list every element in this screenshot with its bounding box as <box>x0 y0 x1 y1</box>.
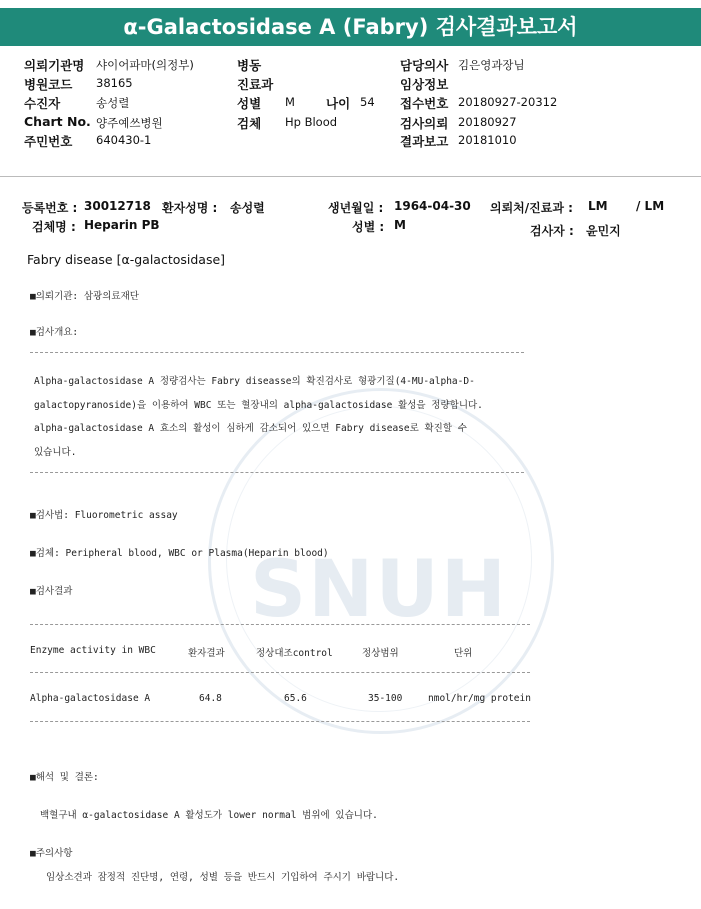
header-label: 나이 <box>326 96 351 111</box>
report-title: α-Galactosidase A (Fabry) 검사결과보고서 <box>0 8 701 46</box>
tester-label: 검사자 : <box>530 224 574 238</box>
table-row-cell: nmol/hr/mg protein <box>428 693 531 704</box>
table-header-cell: 정상범위 <box>362 648 399 659</box>
header-value: 양주예쓰병원 <box>96 116 163 130</box>
overview-line: galactopyranoside)을 이용하여 WBC 또는 혈장내의 alpha-galactosidase 활성을 정량합니다. <box>34 400 483 411</box>
table-row-cell: 64.8 <box>199 693 222 704</box>
patient-name-value: 송성렬 <box>230 201 265 215</box>
header-value: 김은영과장님 <box>458 58 525 72</box>
tester-value: 윤민지 <box>586 224 621 238</box>
header-chart-row <box>24 114 91 129</box>
header-value: 20180927-20312 <box>458 95 558 109</box>
notes-heading: ■주의사항 <box>30 848 73 859</box>
table-row-cell: 65.6 <box>284 693 307 704</box>
header-label: 접수번호 <box>400 96 449 111</box>
header-label: 진료과 <box>237 77 274 92</box>
header-value: Hp Blood <box>285 115 338 129</box>
table-header-cell: 환자결과 <box>188 648 225 659</box>
overview-line: Alpha-galactosidase A 정량검사는 Fabry diseasse의 확진검사로 형광기질(4-MU-alpha-D- <box>34 376 475 387</box>
dashed-rule <box>30 352 524 353</box>
specimen-label: 검체명 : <box>32 220 76 234</box>
header-ssn-row <box>24 132 72 150</box>
overview-line: 있습니다. <box>34 447 77 458</box>
header-requester-row <box>24 56 84 74</box>
dashed-rule <box>30 472 524 473</box>
header-label: 병동 <box>237 58 262 73</box>
dept-value-2: / LM <box>636 199 665 213</box>
header-label: 결과보고 <box>400 134 449 149</box>
dashed-rule <box>30 721 530 722</box>
header-value: 38165 <box>96 76 133 90</box>
reg-no-label: 등록번호 : <box>22 201 78 215</box>
divider <box>0 176 701 177</box>
result-heading: ■검사결과 <box>30 586 73 597</box>
specimen-value: Heparin PB <box>84 218 160 232</box>
header-value: 20180927 <box>458 115 517 129</box>
interpretation-heading: ■해석 및 결론: <box>30 772 99 783</box>
header-label: 담당의사 <box>400 58 449 73</box>
header-value: 송성렬 <box>96 96 130 110</box>
overview-heading: ■검사개요: <box>30 327 79 338</box>
method-line: ■검사법: Fluorometric assay <box>30 510 178 521</box>
header-label: 의뢰기관명 <box>24 58 85 73</box>
header-label: 검사의뢰 <box>400 116 449 131</box>
dob-value: 1964-04-30 <box>394 199 471 213</box>
header-label: 수진자 <box>24 96 61 111</box>
test-title: Fabry disease [α-galactosidase] <box>27 252 226 267</box>
table-header-cell: Enzyme activity in WBC <box>30 645 156 656</box>
overview-line: alpha-galactosidase A 효소의 활성이 심하게 감소되어 있으면 Fabry disease로 확진할 수 <box>34 423 467 434</box>
specimen-line: ■검체: Peripheral blood, WBC or Plasma(Heparin blood) <box>30 548 329 559</box>
header-label: 임상정보 <box>400 77 449 92</box>
patient-name-label: 환자성명 : <box>162 201 218 215</box>
header-patient-row <box>24 94 60 112</box>
table-row-cell: 35-100 <box>368 693 403 704</box>
dept-label: 의뢰처/진료과 : <box>490 201 573 215</box>
header-value: M <box>285 95 295 109</box>
table-header-cell: 단위 <box>454 648 473 659</box>
header-value: 샤이어파마(의정부) <box>96 58 194 72</box>
header-value: 640430-1 <box>96 133 152 147</box>
dashed-rule <box>30 672 530 673</box>
header-label: 검체 <box>237 116 262 131</box>
header-label: 성별 <box>237 96 262 111</box>
requester-line: ■의뢰기관: 삼광의료재단 <box>30 291 139 302</box>
sex-value: M <box>394 218 406 232</box>
dashed-rule <box>30 624 530 625</box>
sex-label: 성별 : <box>352 220 385 234</box>
header-label: Chart No. <box>24 114 91 129</box>
dept-value: LM <box>588 199 608 213</box>
interpretation-text: 백혈구내 α-galactosidase A 활성도가 lower normal 범위에 있습니다. <box>40 810 378 821</box>
dob-label: 생년월일 : <box>328 201 384 215</box>
table-header-cell: 정상대조control <box>256 648 333 659</box>
watermark-logo-text: SNUH <box>250 545 509 635</box>
header-label: 주민번호 <box>24 134 73 149</box>
reg-no-value: 30012718 <box>84 199 151 213</box>
header-value: 54 <box>360 95 375 109</box>
table-row-cell: Alpha-galactosidase A <box>30 693 151 704</box>
header-label: 병원코드 <box>24 77 73 92</box>
header-hospcode-row <box>24 75 72 93</box>
notes-text: 임상소견과 잠정적 진단명, 연령, 성별 등을 반드시 기입하여 주시기 바랍니다. <box>46 872 400 883</box>
header-value: 20181010 <box>458 133 517 147</box>
